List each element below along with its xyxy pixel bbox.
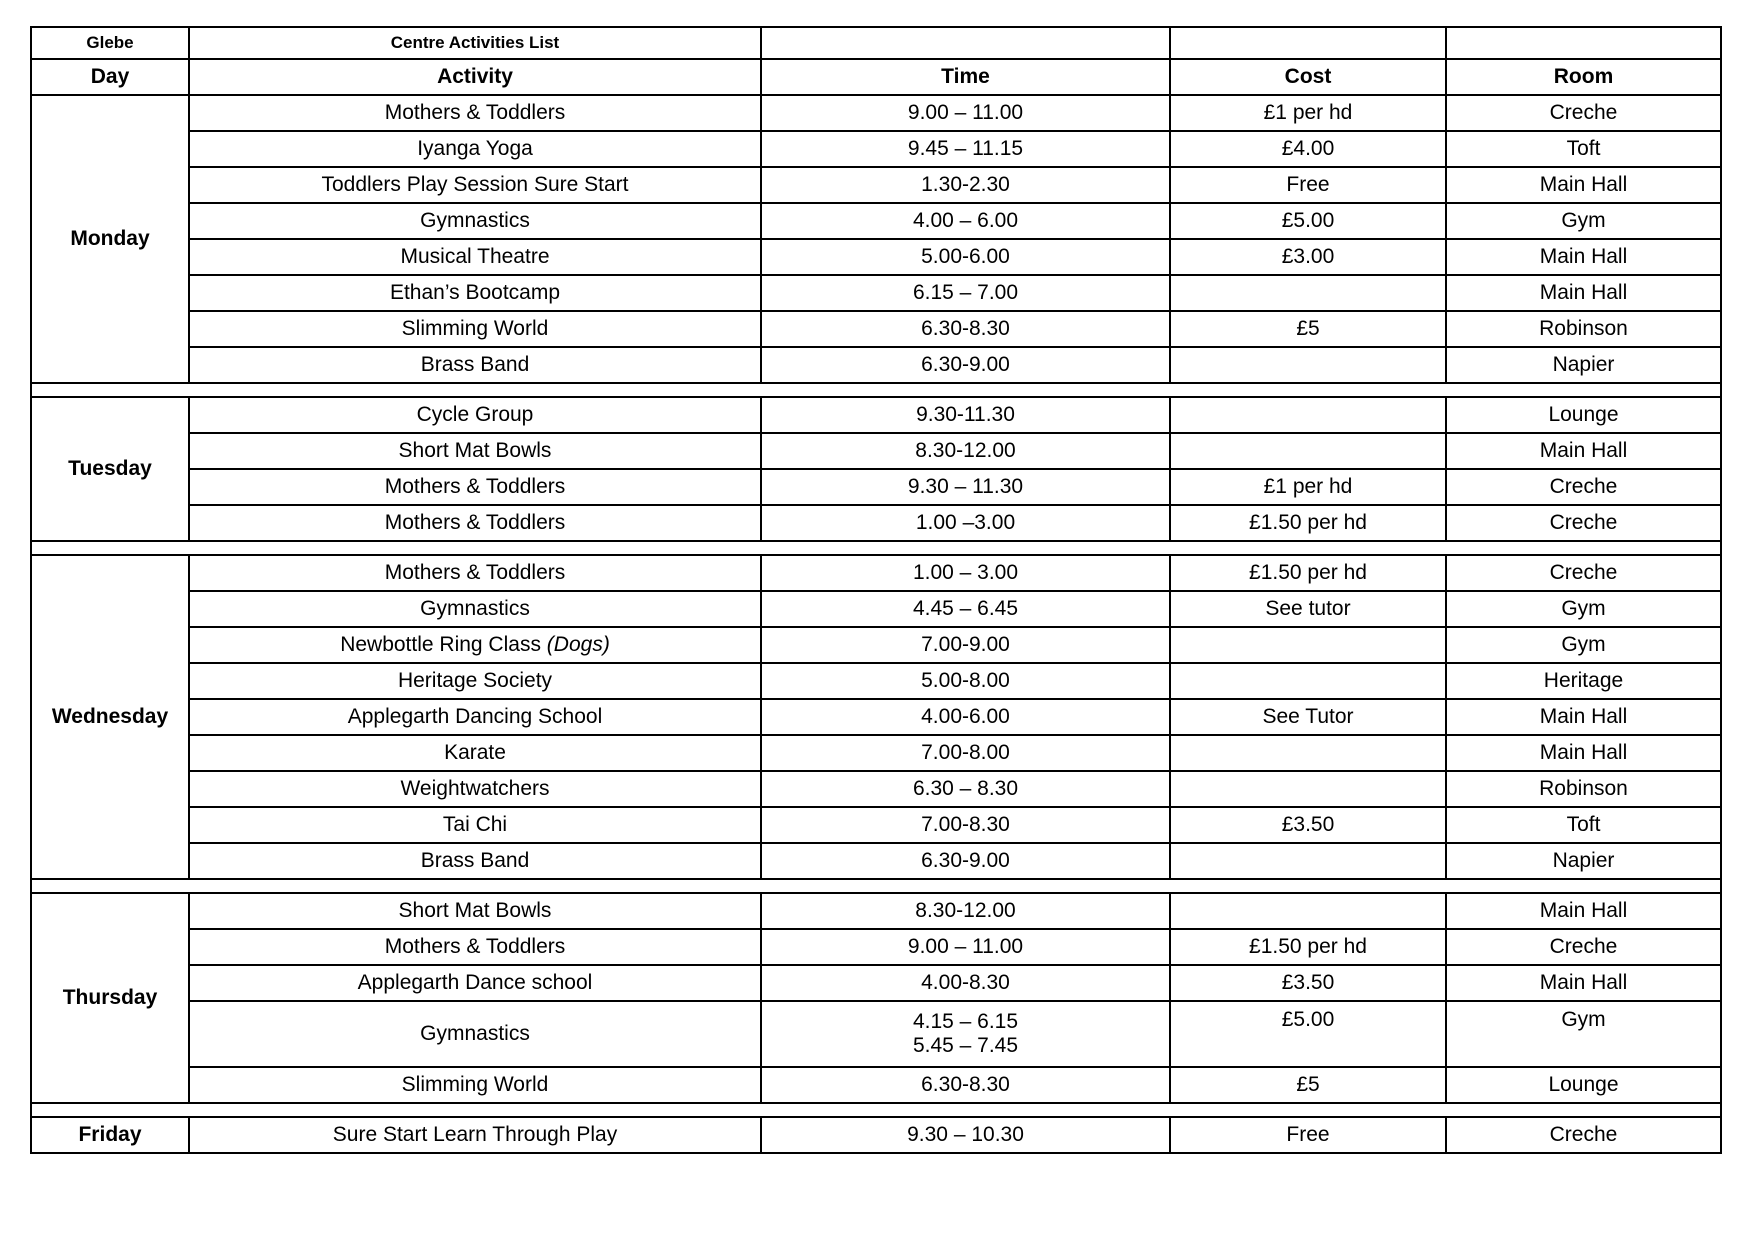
time-cell: 4.00-8.30 [761, 965, 1170, 1001]
time-cell: 9.30 – 11.30 [761, 469, 1170, 505]
room-cell: Toft [1446, 131, 1721, 167]
activity-cell: Gymnastics [189, 591, 761, 627]
activity-cell: Musical Theatre [189, 239, 761, 275]
room-cell: Main Hall [1446, 167, 1721, 203]
room-cell: Gym [1446, 591, 1721, 627]
table-row [31, 469, 1721, 505]
table-row [31, 203, 1721, 239]
cost-cell: £1.50 per hd [1170, 505, 1446, 541]
time-cell: 9.00 – 11.00 [761, 929, 1170, 965]
cost-cell [1170, 397, 1446, 433]
room-cell: Main Hall [1446, 735, 1721, 771]
activity-cell: Ethan’s Bootcamp [189, 275, 761, 311]
cost-cell: £5 [1170, 311, 1446, 347]
table-row [31, 95, 1721, 131]
time-cell: 9.30-11.30 [761, 397, 1170, 433]
activity-cell: Iyanga Yoga [189, 131, 761, 167]
document-title: Centre Activities List [189, 27, 761, 59]
activity-cell: Gymnastics [189, 203, 761, 239]
room-cell: Creche [1446, 95, 1721, 131]
time-cell: 6.30-9.00 [761, 843, 1170, 879]
cost-cell [1170, 663, 1446, 699]
separator-cell [31, 541, 1721, 555]
activity-cell: Slimming World [189, 311, 761, 347]
separator-cell [31, 879, 1721, 893]
column-header-day: Day [31, 59, 189, 95]
day-separator [31, 383, 1721, 397]
table-row [31, 663, 1721, 699]
table-row [31, 433, 1721, 469]
room-cell: Main Hall [1446, 893, 1721, 929]
time-cell: 9.30 – 10.30 [761, 1117, 1170, 1153]
cost-cell: Free [1170, 1117, 1446, 1153]
activity-cell: Mothers & Toddlers [189, 95, 761, 131]
activity-note: (Dogs) [546, 633, 610, 656]
room-cell: Main Hall [1446, 433, 1721, 469]
activity-cell: Short Mat Bowls [189, 433, 761, 469]
room-cell: Creche [1446, 929, 1721, 965]
room-cell: Napier [1446, 347, 1721, 383]
title-row [31, 27, 1721, 59]
column-header-activity: Activity [189, 59, 761, 95]
cost-cell: £5.00 [1170, 203, 1446, 239]
activity-cell: Mothers & Toddlers [189, 929, 761, 965]
cost-cell: £5.00 [1170, 1001, 1446, 1067]
time-cell: 6.15 – 7.00 [761, 275, 1170, 311]
cost-cell: £1.50 per hd [1170, 929, 1446, 965]
table-row [31, 311, 1721, 347]
cost-cell: £3.00 [1170, 239, 1446, 275]
time-cell: 6.30-8.30 [761, 1067, 1170, 1103]
empty-cell [1170, 27, 1446, 59]
room-cell: Creche [1446, 1117, 1721, 1153]
activity-cell: Toddlers Play Session Sure Start [189, 167, 761, 203]
room-cell: Lounge [1446, 397, 1721, 433]
activity-cell [189, 627, 761, 663]
room-cell: Robinson [1446, 311, 1721, 347]
activity-cell: Tai Chi [189, 807, 761, 843]
day-separator [31, 541, 1721, 555]
activity-name: Newbottle Ring Class [340, 633, 541, 656]
cost-cell [1170, 627, 1446, 663]
cost-cell [1170, 843, 1446, 879]
column-header-room: Room [1446, 59, 1721, 95]
activity-cell: Mothers & Toddlers [189, 505, 761, 541]
cost-cell: £1 per hd [1170, 469, 1446, 505]
room-cell: Napier [1446, 843, 1721, 879]
room-cell: Robinson [1446, 771, 1721, 807]
table-row [31, 929, 1721, 965]
table-row [31, 347, 1721, 383]
table-row [31, 807, 1721, 843]
activity-cell: Karate [189, 735, 761, 771]
room-cell: Main Hall [1446, 699, 1721, 735]
time-cell: 8.30-12.00 [761, 433, 1170, 469]
day-label-monday: Monday [31, 95, 189, 383]
activity-cell: Mothers & Toddlers [189, 469, 761, 505]
cost-cell [1170, 347, 1446, 383]
cost-cell: See Tutor [1170, 699, 1446, 735]
time-cell: 4.45 – 6.45 [761, 591, 1170, 627]
room-cell: Gym [1446, 1001, 1721, 1067]
table-row [31, 735, 1721, 771]
table-row [31, 275, 1721, 311]
time-cell: 6.30-9.00 [761, 347, 1170, 383]
separator-cell [31, 1103, 1721, 1117]
cost-cell [1170, 735, 1446, 771]
room-cell: Main Hall [1446, 239, 1721, 275]
activity-cell: Slimming World [189, 1067, 761, 1103]
table-row [31, 627, 1721, 663]
time-cell: 5.00-8.00 [761, 663, 1170, 699]
cost-cell [1170, 433, 1446, 469]
room-cell: Main Hall [1446, 275, 1721, 311]
time-cell: 5.00-6.00 [761, 239, 1170, 275]
table-row [31, 699, 1721, 735]
day-label-wednesday: Wednesday [31, 555, 189, 879]
time-cell: 7.00-8.00 [761, 735, 1170, 771]
cost-cell: £3.50 [1170, 965, 1446, 1001]
empty-cell [761, 27, 1170, 59]
activity-cell: Brass Band [189, 843, 761, 879]
table-row [31, 555, 1721, 591]
activities-table [30, 26, 1722, 1154]
cost-cell: £1.50 per hd [1170, 555, 1446, 591]
cost-cell: £1 per hd [1170, 95, 1446, 131]
table-row [31, 893, 1721, 929]
header-row [31, 59, 1721, 95]
table-row [31, 239, 1721, 275]
cost-cell [1170, 771, 1446, 807]
day-separator [31, 1103, 1721, 1117]
activity-cell: Applegarth Dance school [189, 965, 761, 1001]
table-row [31, 591, 1721, 627]
room-cell: Gym [1446, 627, 1721, 663]
cost-cell: £4.00 [1170, 131, 1446, 167]
time-cell: 4.00 – 6.00 [761, 203, 1170, 239]
room-cell: Heritage [1446, 663, 1721, 699]
time-cell: 6.30-8.30 [761, 311, 1170, 347]
time-cell: 7.00-9.00 [761, 627, 1170, 663]
table-row [31, 843, 1721, 879]
activity-cell: Cycle Group [189, 397, 761, 433]
table-row [31, 1067, 1721, 1103]
activity-cell: Heritage Society [189, 663, 761, 699]
cost-cell: £3.50 [1170, 807, 1446, 843]
activity-cell: Mothers & Toddlers [189, 555, 761, 591]
activity-cell: Sure Start Learn Through Play [189, 1117, 761, 1153]
activity-cell: Applegarth Dancing School [189, 699, 761, 735]
room-cell: Main Hall [1446, 965, 1721, 1001]
table-row [31, 965, 1721, 1001]
table-row [31, 131, 1721, 167]
time-cell: 9.00 – 11.00 [761, 95, 1170, 131]
table-row [31, 771, 1721, 807]
time-slot: 5.45 – 7.45 [912, 1034, 1019, 1057]
cost-cell: £5 [1170, 1067, 1446, 1103]
activity-cell: Brass Band [189, 347, 761, 383]
column-header-cost: Cost [1170, 59, 1446, 95]
room-cell: Toft [1446, 807, 1721, 843]
cost-cell: Free [1170, 167, 1446, 203]
day-label-friday: Friday [31, 1117, 189, 1153]
table-row [31, 505, 1721, 541]
cost-cell [1170, 275, 1446, 311]
time-cell: 1.00 –3.00 [761, 505, 1170, 541]
room-cell: Creche [1446, 555, 1721, 591]
day-label-tuesday: Tuesday [31, 397, 189, 541]
cost-cell: See tutor [1170, 591, 1446, 627]
time-cell: 4.00-6.00 [761, 699, 1170, 735]
table-row [31, 1001, 1721, 1067]
activity-cell: Gymnastics [189, 1001, 761, 1067]
time-cell: 1.30-2.30 [761, 167, 1170, 203]
activity-cell: Weightwatchers [189, 771, 761, 807]
table-row [31, 397, 1721, 433]
day-separator [31, 879, 1721, 893]
separator-cell [31, 383, 1721, 397]
room-cell: Creche [1446, 469, 1721, 505]
site-name: Glebe [31, 27, 189, 59]
room-cell: Lounge [1446, 1067, 1721, 1103]
cost-cell [1170, 893, 1446, 929]
empty-cell [1446, 27, 1721, 59]
day-label-thursday: Thursday [31, 893, 189, 1103]
time-cell: 6.30 – 8.30 [761, 771, 1170, 807]
time-cell: 8.30-12.00 [761, 893, 1170, 929]
time-cell: 7.00-8.30 [761, 807, 1170, 843]
time-cell [761, 1001, 1170, 1067]
table-row [31, 1117, 1721, 1153]
room-cell: Creche [1446, 505, 1721, 541]
column-header-time: Time [761, 59, 1170, 95]
time-cell: 1.00 – 3.00 [761, 555, 1170, 591]
table-row [31, 167, 1721, 203]
room-cell: Gym [1446, 203, 1721, 239]
activity-cell: Short Mat Bowls [189, 893, 761, 929]
time-slot: 4.15 – 6.15 [912, 1010, 1019, 1033]
time-cell: 9.45 – 11.15 [761, 131, 1170, 167]
